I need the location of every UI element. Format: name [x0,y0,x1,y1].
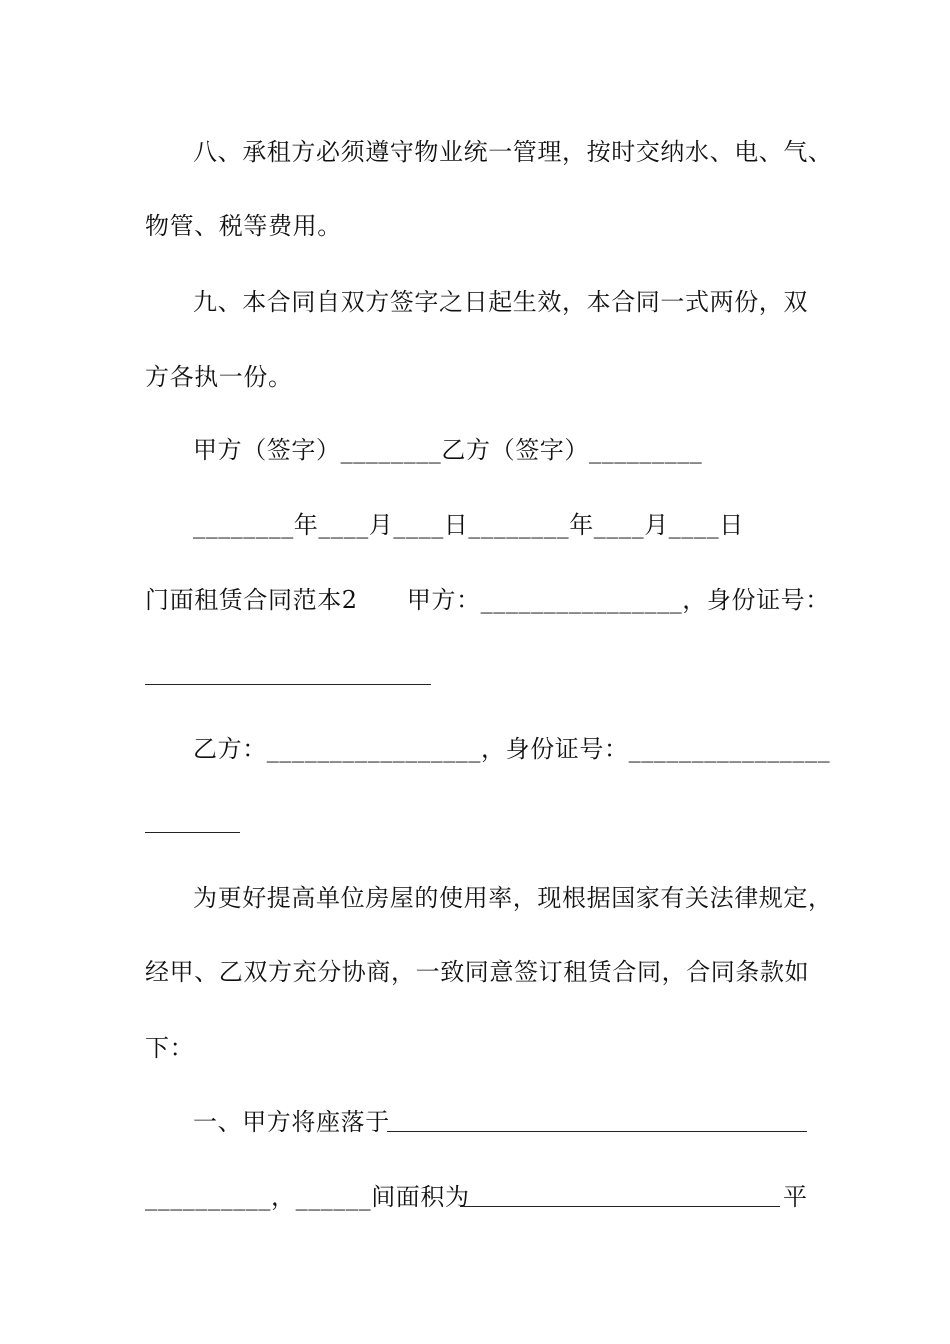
intro-line-2: 经甲、乙双方充分协商，一致同意签订租赁合同，合同条款如 [145,958,810,986]
intro-line-3: 下： [145,1034,195,1062]
party-b-line: 乙方：_________________，身份证号：________________ [193,735,831,763]
para-8-line-1: 八、承租方必须遵守物业统一管理，按时交纳水、电、气、 [193,138,833,166]
signature-line: 甲方（签字）________乙方（签字）_________ [193,436,703,464]
clause-1-line-1: 一、甲方将座落于 [193,1108,390,1136]
party-a-id-blank [145,684,431,685]
clause-1-line-2: __________，______间面积为 [145,1183,470,1211]
clause-1-area-blank [460,1206,780,1207]
clause-1-location-blank [387,1131,807,1132]
clause-1-line-2-end: 平 [783,1183,808,1211]
date-line: ________年____月____日________年____月____日 [193,511,744,539]
party-a-line: 门面租赁合同范本2 甲方：________________，身份证号： [145,586,830,614]
para-9-line-2: 方各执一份。 [145,363,293,391]
para-8-line-2: 物管、税等费用。 [145,212,342,240]
intro-line-1: 为更好提高单位房屋的使用率，现根据国家有关法律规定， [193,884,833,912]
party-b-id-blank [145,832,240,833]
para-9-line-1: 九、本合同自双方签字之日起生效，本合同一式两份，双 [193,288,808,316]
